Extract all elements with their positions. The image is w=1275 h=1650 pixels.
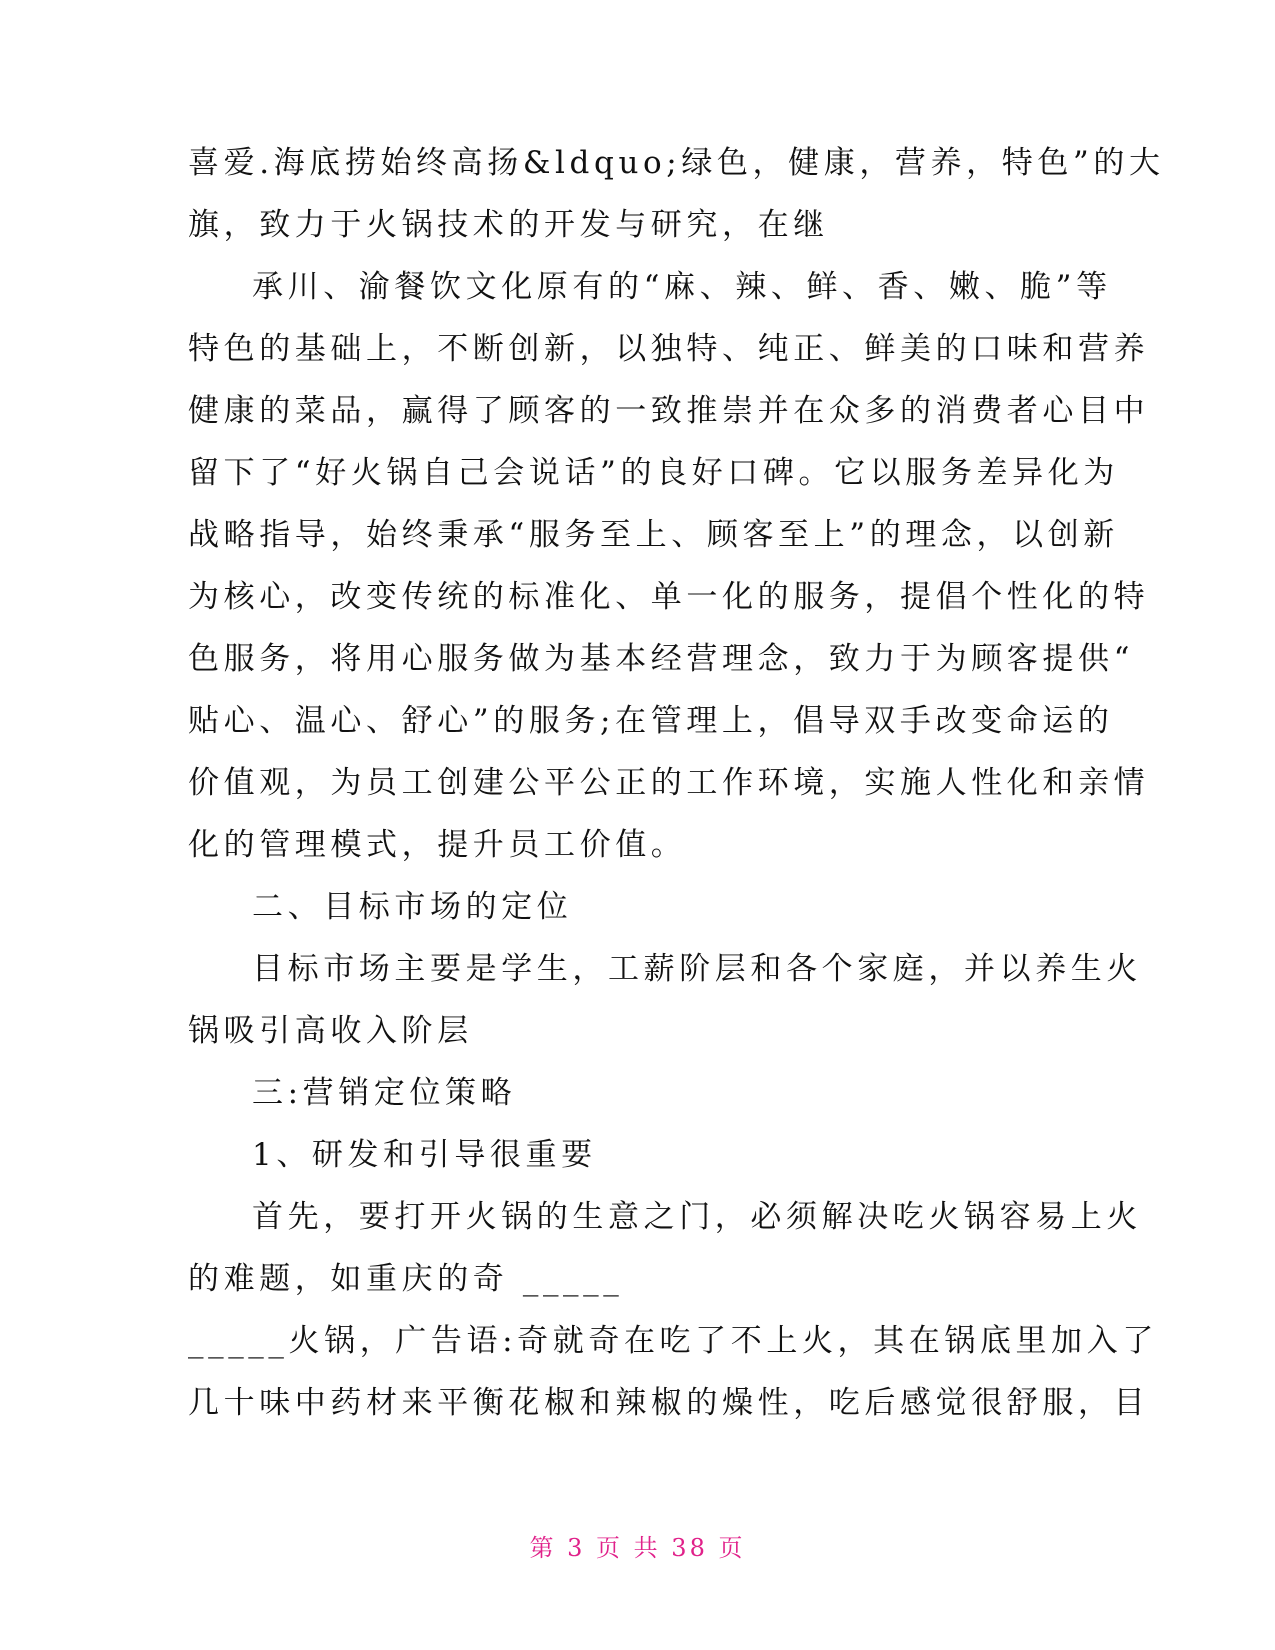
text-line: 承川、渝餐饮文化原有的“麻、辣、鲜、香、嫩、脆”等 — [252, 269, 1112, 305]
text-line: 战略指导，始终秉承“服务至上、顾客至上”的理念，以创新 — [188, 517, 1119, 553]
text-line: 为核心，改变传统的标准化、单一化的服务，提倡个性化的特 — [188, 579, 1150, 615]
text-line: 旗，致力于火锅技术的开发与研究，在继 — [188, 207, 829, 243]
text-line: _____火锅，广告语:奇就奇在吃了不上火，其在锅底里加入了 — [188, 1323, 1158, 1359]
text-line: 健康的菜品，赢得了顾客的一致推崇并在众多的消费者心目中 — [188, 393, 1150, 429]
subsection-heading: 1、研发和引导很重要 — [252, 1137, 597, 1173]
text-line: 化的管理模式，提升员工价值。 — [188, 827, 687, 863]
text-line: 色服务，将用心服务做为基本经营理念，致力于为顾客提供“ — [188, 641, 1135, 677]
section-heading: 二、目标市场的定位 — [252, 889, 573, 925]
text-line: 目标市场主要是学生，工薪阶层和各个家庭，并以养生火 — [252, 951, 1142, 987]
section-heading: 三:营销定位策略 — [252, 1075, 517, 1111]
text-line: 贴心、温心、舒心”的服务;在管理上，倡导双手改变命运的 — [188, 703, 1114, 739]
text-line: 锅吸引高收入阶层 — [188, 1013, 473, 1049]
text-line: 特色的基础上，不断创新，以独特、纯正、鲜美的口味和营养 — [188, 331, 1150, 367]
text-line: 留下了“好火锅自己会说话”的良好口碑。它以服务差异化为 — [188, 455, 1119, 491]
text-line: 喜爱.海底捞始终高扬&ldquo;绿色，健康，营养，特色”的大 — [188, 145, 1165, 181]
text-line: 的难题，如重庆的奇 _____ — [188, 1261, 624, 1297]
text-line: 首先，要打开火锅的生意之门，必须解决吃火锅容易上火 — [252, 1199, 1142, 1235]
text-line: 几十味中药材来平衡花椒和辣椒的燥性，吃后感觉很舒服，目 — [188, 1385, 1150, 1421]
page-number-footer: 第 3 页 共 38 页 — [529, 1534, 746, 1562]
text-line: 价值观，为员工创建公平公正的工作环境，实施人性化和亲情 — [188, 765, 1150, 801]
